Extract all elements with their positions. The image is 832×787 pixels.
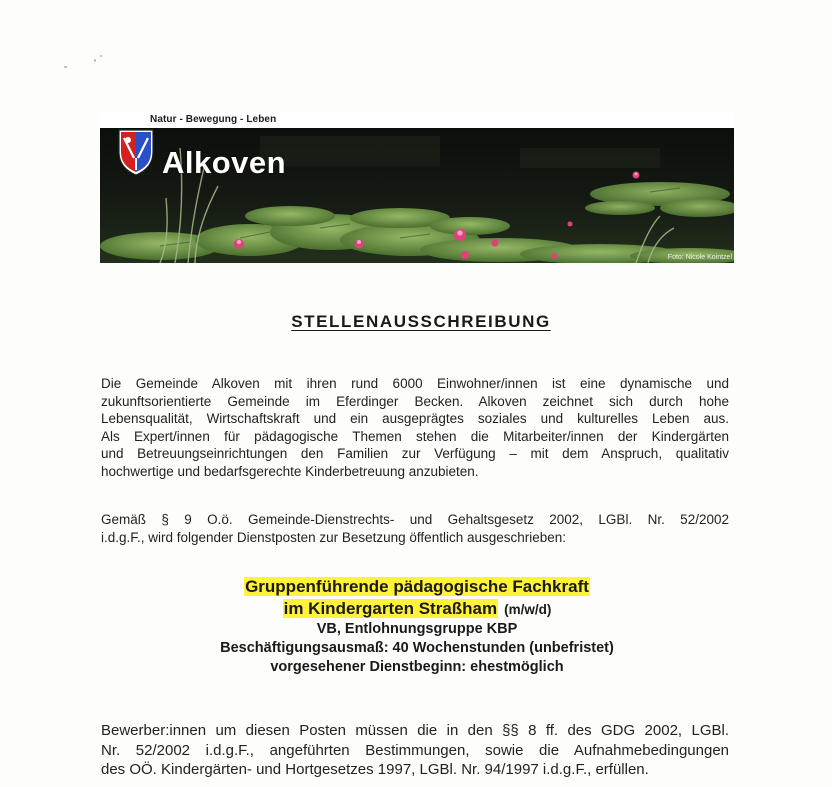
- intro-line: Lebensqualität, Wirtschaftskraft und ein ausgeprägtes soziales und kulturelles Leben aus.: [101, 411, 729, 426]
- requirements-line: Nr. 52/2002 i.d.g.F., angeführten Bestimmungen, sowie die Aufnahmebedingungen: [101, 741, 729, 759]
- gender-note: (m/w/d): [504, 602, 552, 617]
- requirements-line: Bewerber:innen um diesen Posten müssen die in den §§ 8 ff. des GDG 2002, LGBl.: [101, 722, 729, 739]
- banner-top-strip: [100, 112, 734, 128]
- legal-line: Gemäß § 9 O.ö. Gemeinde-Dienstrechts- und Gehaltsgesetz 2002, LGBl. Nr. 52/2002: [101, 512, 729, 527]
- page-title: STELLENAUSSCHREIBUNG: [291, 312, 551, 331]
- position-title-line2: im Kindergarten Straßham: [283, 599, 498, 618]
- intro-line: Als Expert/innen für pädagogische Themen stehen die Mitarbeiter/innen der Kindergärten: [101, 428, 729, 444]
- town-name: Alkoven: [162, 145, 287, 180]
- scan-speck: [64, 66, 67, 68]
- position-detail: VB, Entlohnungsgruppe KBP: [316, 621, 518, 637]
- header-banner: [100, 112, 734, 263]
- intro-line: Die Gemeinde Alkoven mit ihren rund 6000 Einwohner/innen ist eine dynamische und: [101, 376, 729, 391]
- scan-speck: [94, 59, 96, 62]
- position-detail: Beschäftigungsausmaß: 40 Wochenstunden (unbefristet): [220, 640, 614, 656]
- legal-paragraph: [101, 511, 729, 546]
- banner-tagline: Natur - Bewegung - Leben: [150, 114, 277, 125]
- requirements-paragraph: [101, 721, 729, 780]
- intro-line: und Betreuungseinrichtungen den Familien zur Verfügung – mit dem Anspruch, qualitativ: [101, 446, 729, 461]
- coat-of-arms-icon: [116, 128, 156, 176]
- scan-speck: [100, 55, 102, 57]
- position-block: [0, 576, 832, 677]
- intro-line: zukunftsorientierte Gemeinde im Eferdinger Becken. Alkoven zeichnet sich durch hohe: [101, 393, 729, 409]
- position-title-line1: Gruppenführende pädagogische Fachkraft: [245, 577, 589, 596]
- requirements-line: des OÖ. Kindergärten- und Hortgesetzes 1997, LGBl. Nr. 94/1997 i.d.g.F., erfüllen.: [101, 761, 649, 778]
- photo-credit: Foto: Nicole Kointzel: [667, 254, 732, 261]
- banner-photo: [100, 128, 734, 263]
- legal-line: i.d.g.F., wird folgender Dienstposten zur Besetzung öffentlich ausgeschrieben:: [101, 529, 567, 545]
- position-detail: vorgesehener Dienstbeginn: ehestmöglich: [270, 659, 564, 675]
- intro-paragraph: [101, 375, 729, 480]
- intro-line: hochwertige und bedarfsgerechte Kinderbetreuung anzubieten.: [101, 463, 479, 479]
